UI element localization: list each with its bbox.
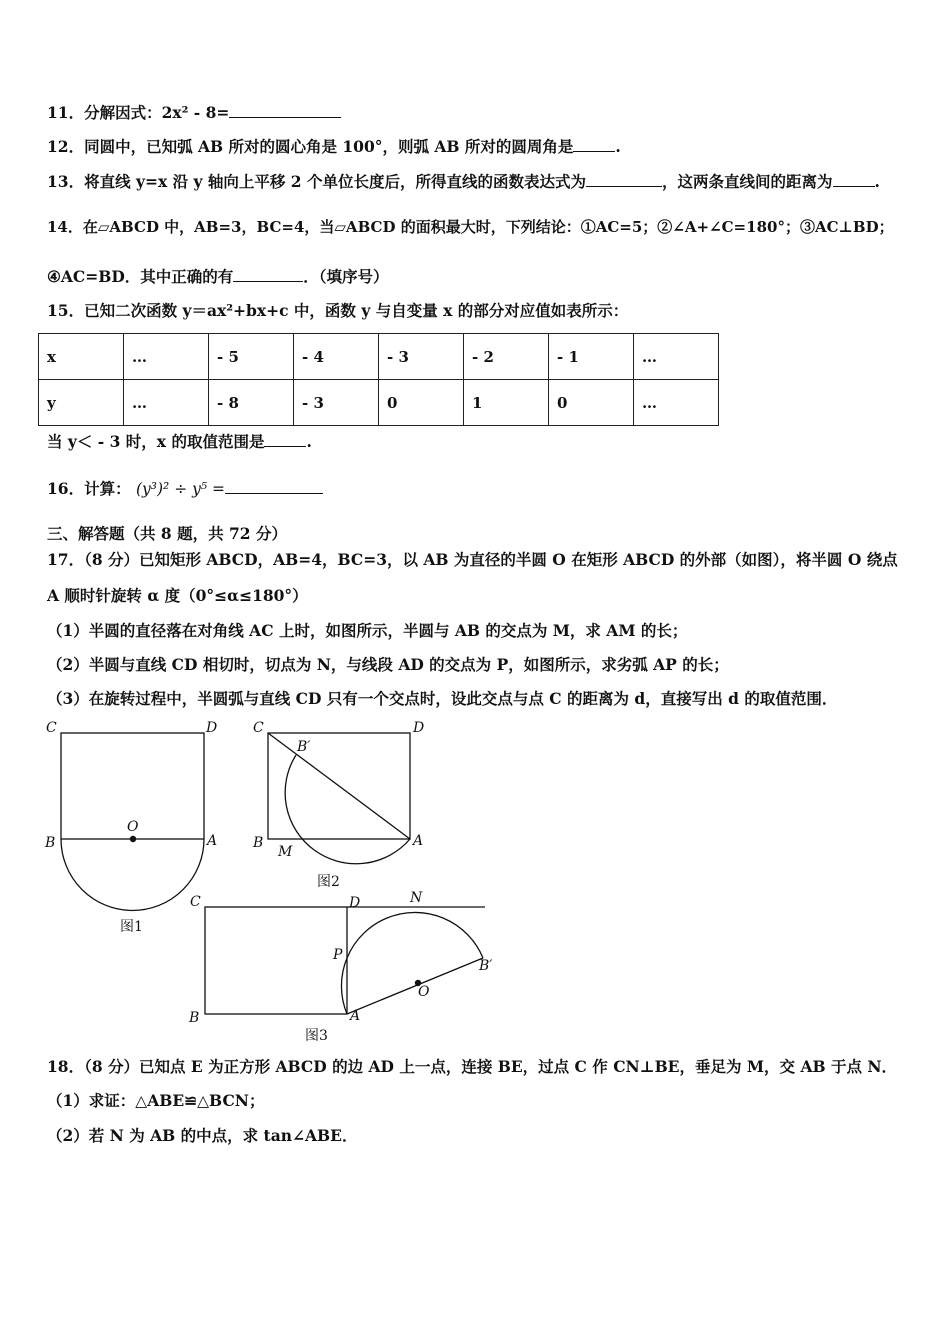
q11-text: 11．分解因式：2x² - 8= [47,103,230,122]
q17-p2: （2）半圆与直线 CD 相切时，切点为 N，与线段 AD 的交点为 P，如图所示，求劣弧 AP 的长； [47,655,729,674]
answer-blank[interactable] [233,265,303,282]
label-C: C [190,894,201,910]
q17-p1: （1）半圆的直径落在对角线 AC 上时，如图所示，半圆与 AB 的交点为 M，求 AM 的长； [47,621,688,640]
q12-text: 12．同圆中，已知弧 AB 所对的圆心角是 100°，则弧 AB 所对的圆周角是 [47,137,574,156]
diagonal-AC [268,733,410,839]
figure-2 [245,715,445,895]
question-15-after [47,430,312,453]
label-C: C [46,720,57,736]
center-point [130,836,136,842]
table-cell: - 4 [294,334,379,380]
question-14-line1 [47,216,894,238]
question-17-part3 [47,688,837,710]
answer-blank[interactable] [225,477,323,494]
answer-blank[interactable] [264,430,306,447]
label-B-prime: B′ [297,739,311,755]
table-cell: 0 [379,380,464,426]
label-A: A [350,1008,361,1024]
question-15 [47,300,628,322]
question-16 [47,477,323,500]
table-cell: y [39,380,124,426]
q16-expr: (y³)² ÷ y⁵ = [135,480,225,498]
rotated-semicircle [285,755,410,864]
q18-line1: 18．（8 分）已知点 E 为正方形 ABCD 的边 AD 上一点，连接 BE，过点 C 作 CN⊥BE，垂足为 M，交 AB 于点 N． [47,1057,898,1076]
answer-blank[interactable] [573,135,615,152]
section-title-text: 三、解答题（共 8 题，共 72 分） [47,524,287,543]
caption-fig2: 图2 [317,874,340,890]
table-row-y [39,380,719,426]
label-O: O [418,984,430,1000]
rotated-semicircle [341,912,483,1014]
q13-text: 13．将直线 y=x 沿 y 轴向上平移 2 个单位长度后，所得直线的函数表达式为 [47,172,586,191]
label-N: N [410,890,423,906]
q14-line2-end: ．（填序号） [303,267,389,286]
table-row-x [39,334,719,380]
question-17-line2 [47,585,308,607]
q15-after: 当 y＜ - 3 时，x 的取值范围是 [47,432,265,451]
table-cell: - 3 [379,334,464,380]
table-cell: 1 [464,380,549,426]
label-D: D [349,895,361,911]
question-12 [47,135,621,158]
table-cell: - 3 [294,380,379,426]
figure-3 [180,885,510,1050]
label-O: O [127,819,139,835]
label-A: A [207,833,218,849]
label-B: B [45,835,56,851]
section-title [47,523,287,545]
question-18-part2 [47,1125,357,1147]
q17-p3: （3）在旋转过程中，半圆弧与直线 CD 只有一个交点时，设此交点与点 C 的距离为 d，直接写出 d 的取值范围． [47,689,838,708]
q12-end: . [615,137,621,156]
q15-text: 15．已知二次函数 y＝ax²+bx+c 中，函数 y 与自变量 x 的部分对应值如表所示： [47,301,629,320]
table-cell: - 5 [209,334,294,380]
label-B: B [253,835,264,851]
question-18-line1 [47,1056,897,1078]
label-P: P [333,947,343,963]
label-B-prime: B′ [479,958,493,974]
question-17-line1 [47,549,898,571]
caption-fig3: 图3 [305,1028,328,1044]
answer-blank[interactable] [586,170,662,187]
question-13 [47,170,880,193]
rectangle [205,907,347,1014]
label-C: C [253,720,264,736]
label-M: M [278,844,293,860]
q13-end: . [874,172,880,191]
table-cell: - 2 [464,334,549,380]
question-11 [47,101,341,124]
question-17-part2 [47,654,729,676]
caption-fig1: 图1 [120,919,143,935]
q17-line1: 17．（8 分）已知矩形 ABCD，AB=4，BC=3，以 AB 为直径的半圆 O 在矩形 ABCD 的外部（如图），将半圆 O 绕点 [47,550,898,569]
table-cell: x [39,334,124,380]
table-cell: … [634,334,719,380]
table-cell: … [634,380,719,426]
q14-line1: 14．在▱ABCD 中，AB=3，BC=4，当▱ABCD 的面积最大时，下列结论：①AC=5；②∠A+∠C=180°；③AC⊥BD； [47,218,894,236]
q17-line2: A 顺时针旋转 α 度（0°≤α≤180°） [47,586,308,605]
table-cell: 0 [549,380,634,426]
diameter-AB-prime [347,958,483,1014]
question-14-line2 [47,265,389,288]
label-D: D [206,720,218,736]
q14-line2: ④AC=BD．其中正确的有 [47,267,234,286]
table-cell: … [124,380,209,426]
q13-mid: ，这两条直线间的距离为 [661,172,833,191]
q16-label: 16．计算： [47,479,131,498]
answer-blank[interactable] [229,101,341,118]
label-A: A [413,833,424,849]
table-cell: - 8 [209,380,294,426]
question-17-part1 [47,620,687,642]
value-table [38,333,719,426]
answer-blank[interactable] [833,170,875,187]
label-D: D [413,720,425,736]
table-cell: … [124,334,209,380]
q18-p1: （1）求证：△ABE≌△BCN； [47,1091,265,1110]
question-18-part1 [47,1090,264,1112]
table-cell: - 1 [549,334,634,380]
q18-p2: （2）若 N 为 AB 的中点，求 tan∠ABE． [47,1126,358,1145]
q15-after-end: . [306,432,312,451]
label-B: B [189,1010,200,1026]
